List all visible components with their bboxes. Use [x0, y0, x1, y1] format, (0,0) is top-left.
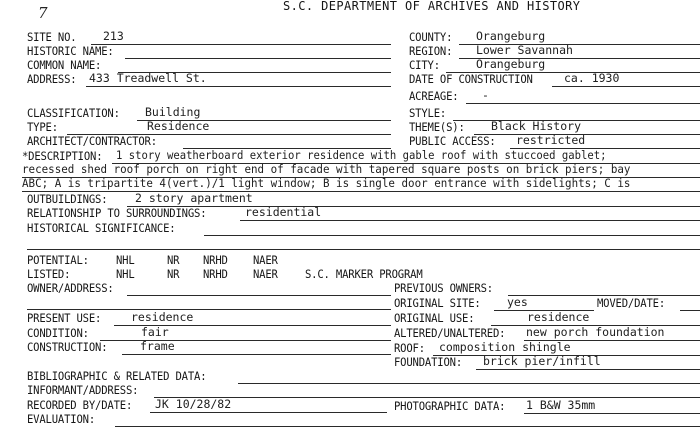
potential-naer: NAER	[253, 253, 278, 267]
roof-label: ROOF:	[394, 341, 425, 355]
previous-owners-label: PREVIOUS OWNERS:	[394, 281, 493, 295]
historic-name-label: HISTORIC NAME:	[27, 44, 114, 58]
acreage-line	[466, 103, 700, 104]
roof-value: composition shingle	[439, 340, 571, 354]
present-use-value: residence	[131, 310, 194, 324]
site-no-label: SITE NO.	[27, 30, 77, 44]
construction-label: CONSTRUCTION:	[27, 340, 108, 354]
moved-date-label: MOVED/DATE:	[597, 296, 666, 310]
architect-label: ARCHITECT/CONTRACTOR:	[27, 134, 157, 148]
sc-marker-program-label: S.C. MARKER PROGRAM	[305, 267, 423, 281]
construction-line	[122, 354, 391, 355]
photographic-data-value: 1 B&W 35mm	[526, 398, 596, 412]
description-label: *DESCRIPTION:	[22, 149, 103, 163]
informant-label: INFORMANT/ADDRESS:	[27, 383, 139, 397]
foundation-value: brick pier/infill	[483, 354, 601, 368]
foundation-label: FOUNDATION:	[394, 355, 463, 369]
historic-name-line	[125, 58, 391, 59]
original-use-value: residence	[527, 310, 590, 324]
original-site-value: yes	[507, 295, 528, 309]
owner-address-line-2	[27, 309, 391, 310]
evaluation-line	[115, 426, 700, 427]
owner-address-label: OWNER/ADDRESS:	[27, 281, 114, 295]
public-access-label: PUBLIC ACCESS:	[409, 134, 496, 148]
altered-unaltered-value: new porch foundation	[526, 325, 665, 339]
page-title: S.C. DEPARTMENT OF ARCHIVES AND HISTORY	[283, 0, 581, 13]
listed-nhl: NHL	[116, 267, 135, 281]
outbuildings-line	[127, 206, 700, 207]
relationship-line	[240, 220, 700, 221]
classification-value: Building	[145, 105, 201, 119]
foundation-line	[476, 369, 700, 370]
evaluation-label: EVALUATION:	[27, 412, 96, 426]
description-line-1: 1 story weatherboard exterior residence with gable roof with stuccoed gablet;	[116, 148, 607, 162]
region-label: REGION:	[409, 44, 453, 58]
listed-nrhd: NRHD	[203, 267, 228, 281]
site-no-line	[91, 44, 391, 45]
address-line	[86, 86, 391, 87]
historical-significance-line	[204, 235, 700, 236]
relationship-label: RELATIONSHIP TO SURROUNDINGS:	[27, 206, 207, 220]
address-value: 433 Treadwell St.	[89, 71, 207, 85]
photographic-data-line	[524, 413, 700, 414]
construction-value: frame	[140, 339, 175, 353]
photographic-data-label: PHOTOGRAPHIC DATA:	[394, 399, 506, 413]
county-label: COUNTY:	[409, 30, 453, 44]
potential-nr: NR	[167, 253, 180, 267]
original-site-label: ORIGINAL SITE:	[394, 296, 481, 310]
recorded-by-value: JK 10/28/82	[155, 397, 232, 411]
city-label: CITY:	[409, 58, 440, 72]
city-value: Orangeburg	[476, 57, 546, 71]
potential-nhl: NHL	[116, 253, 135, 267]
altered-unaltered-label: ALTERED/UNALTERED:	[394, 326, 506, 340]
themes-label: THEME(S):	[409, 120, 465, 134]
acreage-label: ACREAGE:	[409, 89, 459, 103]
description-rule-3	[22, 191, 700, 192]
description-line-2: recessed shed roof porch on right end of facade with tapered square posts on brick piers; bay	[22, 162, 631, 176]
type-value: Residence	[147, 119, 210, 133]
moved-date-line	[680, 310, 700, 311]
recorded-by-line	[150, 412, 387, 413]
public-access-value: restricted	[516, 133, 586, 147]
relationship-value: residential	[245, 205, 322, 219]
region-value: Lower Savannah	[476, 43, 573, 57]
date-of-construction-line	[552, 86, 700, 87]
recorded-by-label: RECORDED BY/DATE:	[27, 398, 133, 412]
county-value: Orangeburg	[476, 29, 546, 43]
style-label: STYLE:	[409, 106, 447, 120]
outbuildings-value: 2 story apartment	[135, 191, 253, 205]
date-of-construction-label: DATE OF CONSTRUCTION	[409, 72, 533, 86]
present-use-label: PRESENT USE:	[27, 311, 102, 325]
owner-address-line	[127, 295, 391, 296]
date-of-construction-value: ca. 1930	[564, 71, 620, 85]
outbuildings-label: OUTBUILDINGS:	[27, 192, 108, 206]
themes-value: Black History	[491, 119, 582, 133]
common-name-label: COMMON NAME:	[27, 58, 102, 72]
potential-nrhd: NRHD	[203, 253, 228, 267]
site-no-value: 213	[103, 29, 124, 43]
listed-naer: NAER	[253, 267, 278, 281]
address-label: ADDRESS:	[27, 72, 77, 86]
type-label: TYPE:	[27, 120, 58, 134]
handwritten-number: 7	[38, 4, 48, 22]
historical-significance-label: HISTORICAL SIGNIFICANCE:	[27, 221, 176, 235]
classification-label: CLASSIFICATION:	[27, 106, 120, 120]
historical-significance-line-2	[27, 249, 700, 250]
condition-label: CONDITION:	[27, 326, 89, 340]
bibliographic-line	[238, 383, 700, 384]
description-line-3: ABC; A is tripartite 4(vert.)/1 light window; B is single door entrance with sidelights; C is	[22, 176, 631, 190]
listed-label: LISTED:	[27, 267, 71, 281]
original-use-label: ORIGINAL USE:	[394, 311, 475, 325]
themes-line	[474, 134, 700, 135]
bibliographic-label: BIBLIOGRAPHIC & RELATED DATA:	[27, 369, 207, 383]
listed-nr: NR	[167, 267, 180, 281]
informant-line	[154, 397, 700, 398]
condition-value: fair	[141, 325, 169, 339]
potential-label: POTENTIAL:	[27, 253, 89, 267]
acreage-value: -	[482, 88, 489, 102]
